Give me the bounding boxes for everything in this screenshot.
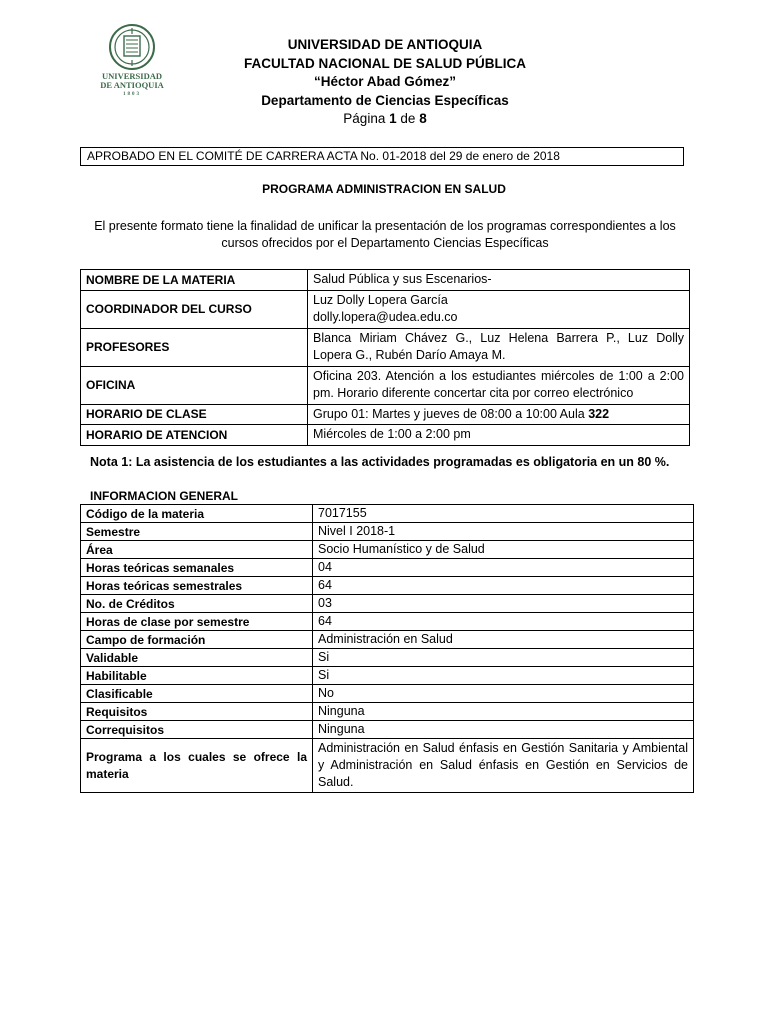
row-label: Semestre [81,523,313,541]
logo-year: 1803 [123,92,141,97]
row-value: Ninguna [313,721,694,739]
row-value: 03 [313,595,694,613]
row-value: Administración en Salud [313,631,694,649]
row-label: Código de la materia [81,505,313,523]
table-row [81,290,690,328]
page-current: 1 [389,111,397,126]
table-row [81,703,694,721]
program-title: PROGRAMA ADMINISTRACION EN SALUD [262,182,506,196]
table-row [81,739,694,793]
row-value: 64 [313,577,694,595]
row-label: Requisitos [81,703,313,721]
logo-text-1: UNIVERSIDAD [102,71,162,81]
row-value: 7017155 [313,505,694,523]
university-name: UNIVERSIDAD DE ANTIOQUIA [287,37,483,52]
row-label: PROFESORES [81,328,308,366]
coordinator-name: Luz Dolly Lopera García [313,292,448,307]
row-value: No [313,685,694,703]
table-row [81,649,694,667]
table-row [81,631,694,649]
row-label: Horas teóricas semanales [81,559,313,577]
page-total: 8 [419,111,427,126]
row-value: 64 [313,613,694,631]
row-value: Ninguna [313,703,694,721]
table-row [81,328,690,366]
row-label: NOMBRE DE LA MATERIA [81,270,308,291]
general-info-heading: INFORMACION GENERAL [90,489,238,503]
row-label: Horas teóricas semestrales [81,577,313,595]
row-label: Área [81,541,313,559]
table-row [81,721,694,739]
row-label: Programa a los cuales se ofrece la materia [81,739,313,793]
table-row [81,425,690,446]
table-row [81,404,690,425]
course-table [80,269,690,446]
row-label: Campo de formación [81,631,313,649]
row-label: COORDINADOR DEL CURSO [81,290,308,328]
department-name: Departamento de Ciencias Específicas [261,92,509,108]
row-label: Horas de clase por semestre [81,613,313,631]
table-row [81,523,694,541]
row-label: Clasificable [81,685,313,703]
table-row [81,270,690,291]
classroom-number: 322 [588,406,610,421]
table-row [81,541,694,559]
attendance-note: Nota 1: La asistencia de los estudiantes a las actividades programadas es obligatoria en un 80 %. [90,455,670,469]
row-value: Miércoles de 1:00 a 2:00 pm [308,425,690,446]
table-row [81,366,690,404]
row-value: Oficina 203. Atención a los estudiantes miércoles de 1:00 a 2:00 pm. Horario diferente concertar cita por correo electrónico [308,366,690,404]
intro-text: El presente formato tiene la finalidad de unificar la presentación de los programas correspondientes a los cursos ofrecidos por el Departamento Ciencias Específicas [94,219,676,250]
row-label: Validable [81,649,313,667]
row-label: Habilitable [81,667,313,685]
row-value [308,290,690,328]
row-label: No. de Créditos [81,595,313,613]
table-row [81,505,694,523]
table-row [81,577,694,595]
table-row [81,613,694,631]
faculty-name: FACULTAD NACIONAL DE SALUD PÚBLICA [244,55,526,71]
row-value: Salud Pública y sus Escenarios- [308,270,690,291]
row-value: Nivel I 2018-1 [313,523,694,541]
table-row [81,667,694,685]
row-value: Si [313,649,694,667]
row-label: OFICINA [81,366,308,404]
coordinator-email: dolly.lopera@udea.edu.co [313,310,458,324]
approval-box: APROBADO EN EL COMITÉ DE CARRERA ACTA No. 01-2018 del 29 de enero de 2018 [80,147,684,166]
university-seal-icon [109,22,155,72]
university-logo [96,22,168,112]
row-label: HORARIO DE CLASE [81,404,308,425]
row-value: Grupo 01: Martes y jueves de 08:00 a 10:00 Aula 322 [308,404,690,425]
row-value: Administración en Salud énfasis en Gestión Sanitaria y Ambiental y Administración en Salud énfasis en Gestión en Servicios de Salud. [313,739,694,793]
row-value: 04 [313,559,694,577]
general-info-table [80,504,694,793]
table-row [81,595,694,613]
page-indicator: Página 1 de 8 [343,111,427,126]
row-value: Blanca Miriam Chávez G., Luz Helena Barrera P., Luz Dolly Lopera G., Rubén Darío Amaya M. [308,328,690,366]
row-label: HORARIO DE ATENCION [81,425,308,446]
logo-text-2: DE ANTIOQUIA [100,80,164,90]
table-row [81,559,694,577]
row-value: Socio Humanístico y de Salud [313,541,694,559]
document-header [190,36,580,129]
honoree-name: “Héctor Abad Gómez” [313,74,457,89]
row-label: Correquisitos [81,721,313,739]
row-value: Si [313,667,694,685]
table-row [81,685,694,703]
